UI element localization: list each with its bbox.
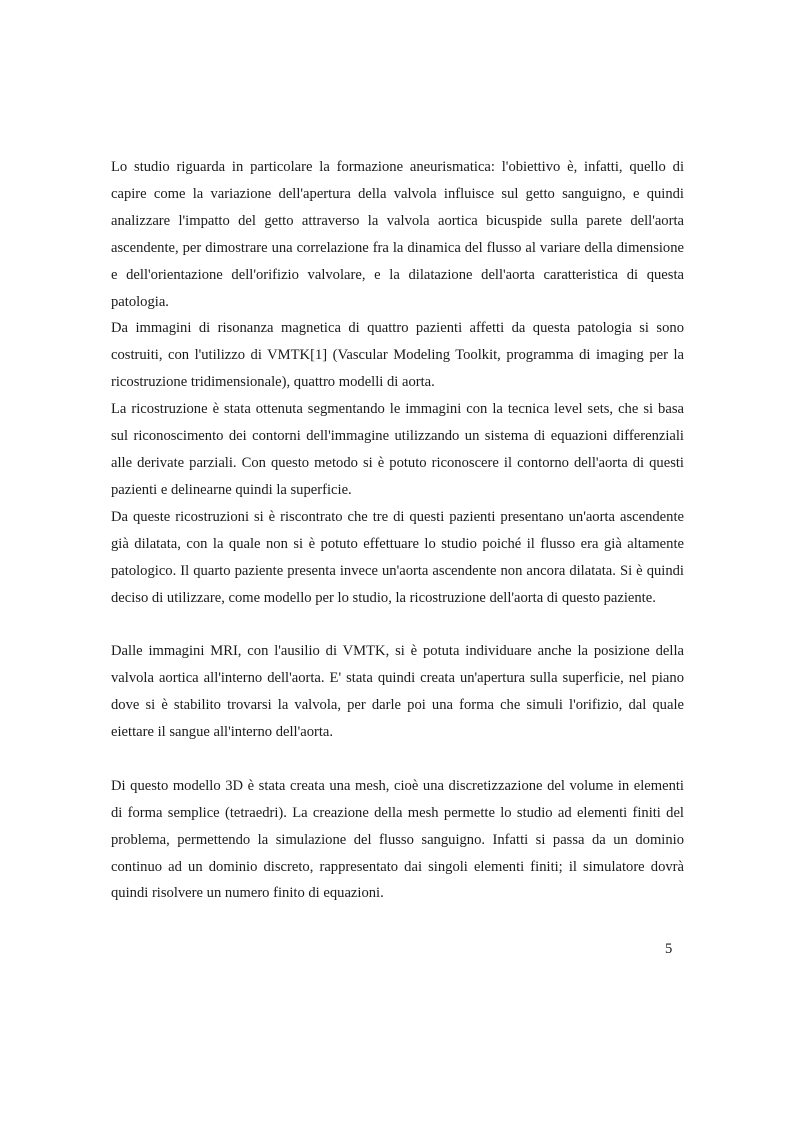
paragraph-mri-models: Da immagini di risonanza magnetica di quattro pazienti affetti da questa patologia si sono costruiti, con l'utilizzo di VMTK[1] (Vascular Modeling Toolkit, programma di imaging per la ricostruzione tridimensionale), quattro modelli di aorta. xyxy=(111,320,684,391)
page-number: 5 xyxy=(665,941,673,957)
paragraph-patient-selection: Da queste ricostruzioni si è riscontrato che tre di questi pazienti presentano un'aorta ascendente già dilatata, con la quale non si è potuto effettuare lo studio poiché il flusso era già altamente patologico. Il quarto paziente presenta invece un'aorta ascendente non ancora dilatata. Si è quindi deciso di utilizzare, come modello per lo studio, la ricostruzione dell'aorta di questo paziente. xyxy=(111,508,684,606)
paragraph-aneurysm-study: Lo studio riguarda in particolare la formazione aneurismatica: l'obiettivo è, infatti, quello di capire come la variazione dell'apertura della valvola influisce sul getto sanguigno, e quindi analizzare l'impatto del getto attraverso la valvola aortica bicuspide sulla parete dell'aorta ascendente, per dimostrare una correlazione fra la dinamica del flusso al variare della dimensione e dell'orientazione dell'orifizio valvolare, e la dilatazione dell'aorta caratteristica di questa patologia. xyxy=(111,159,684,310)
document-body xyxy=(111,154,684,907)
paragraph-mesh: Di questo modello 3D è stata creata una mesh, cioè una discretizzazione del volume in elementi di forma semplice (tetraedri). La creazione della mesh permette lo studio ad elementi finiti del problema, permettendo la simulazione del flusso sanguigno. Infatti si passa da un dominio continuo ad un dominio discreto, rappresentato dai singoli elementi finiti; il simulatore dovrà quindi risolvere un numero finito di equazioni. xyxy=(111,777,684,902)
paragraph-level-sets: La ricostruzione è stata ottenuta segmentando le immagini con la tecnica level sets, che si basa sul riconoscimento dei contorni dell'immagine utilizzando un sistema di equazioni differenziali alle derivate parziali. Con questo metodo si è potuto riconoscere il contorno dell'aorta di questi pazienti e delinearne quindi la superficie. xyxy=(111,401,684,498)
paragraph-valve-position: Dalle immagini MRI, con l'ausilio di VMTK, si è potuta individuare anche la posizione della valvola aortica all'interno dell'aorta. E' stata quindi creata un'apertura sulla superficie, nel piano dove si è stabilito trovarsi la valvola, per darle poi una forma che simuli l'orifizio, dal quale eiettare il sangue all'interno dell'aorta. xyxy=(111,643,684,741)
